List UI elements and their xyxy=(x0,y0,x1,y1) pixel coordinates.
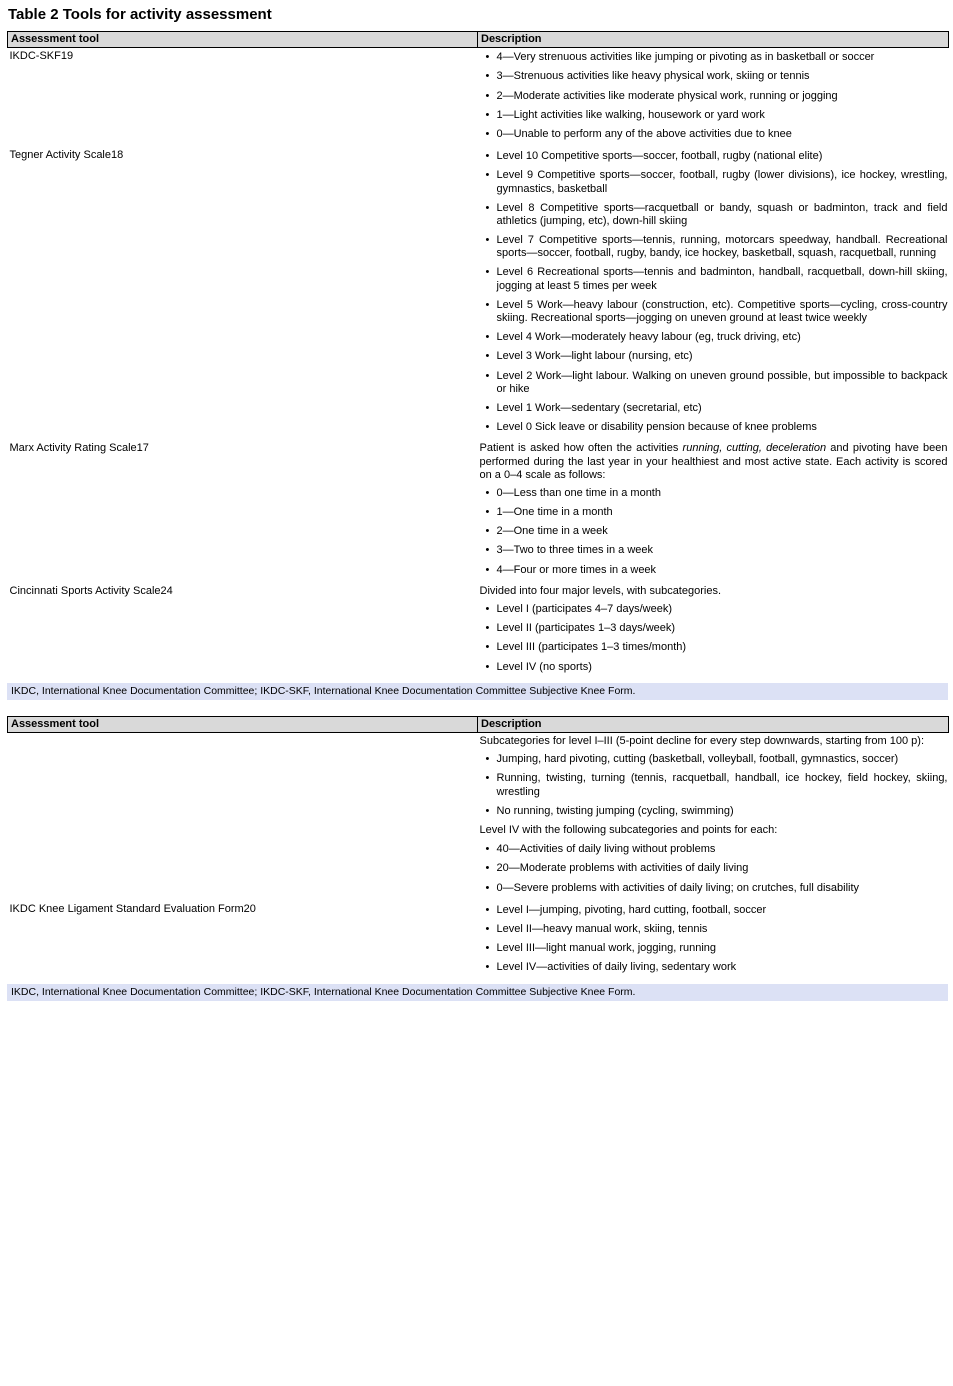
intro-text-italic: running, cutting, deceleration xyxy=(682,442,827,455)
bullet-text: Running, twisting, turning (tennis, racquetball, handball, ice hockey, field hockey, skiing, wrestling xyxy=(496,772,948,798)
list-item xyxy=(486,402,948,415)
bullet-text: Level 3 Work—light labour (nursing, etc) xyxy=(496,350,693,363)
table-footnote: IKDC, International Knee Documentation Committee; IKDC-SKF, International Knee Documentation Committee Subjective Knee Form. xyxy=(7,984,948,1001)
row-intro-text: Divided into four major levels, with subcategories. xyxy=(479,584,722,597)
table-row-ikdc-skf xyxy=(8,48,949,147)
table-row-cincinnati xyxy=(8,583,949,680)
bullet-text: Level 6 Recreational sports—tennis and badminton, handball, racquetball, down-hill skiing, jogging at least 5 times per week xyxy=(496,266,948,292)
bullet-icon: • xyxy=(485,150,490,163)
list-item xyxy=(486,923,948,936)
table-header-row xyxy=(8,32,949,48)
row-intro-text xyxy=(480,442,948,482)
bullet-text: 40—Activities of daily living without problems xyxy=(496,843,716,856)
bullet-text: Level 8 Competitive sports—racquetball or bandy, squash or badminton, track and field athletics (jumping, etc), down-hill skiing xyxy=(496,201,948,227)
list-item xyxy=(486,350,948,363)
bullet-icon: • xyxy=(485,350,490,363)
column-header-description: Description xyxy=(478,716,949,732)
bullet-text: Level 0 Sick leave or disability pension because of knee problems xyxy=(496,421,817,434)
list-item xyxy=(486,266,948,292)
bullet-text: Level 1 Work—sedentary (secretarial, etc) xyxy=(496,401,702,414)
bullet-text: Level 10 Competitive sports—soccer, football, rugby (national elite) xyxy=(496,150,823,163)
bullet-text: Level 2 Work—light labour. Walking on uneven ground possible, but impossible to backpack or hike xyxy=(496,369,948,395)
bullet-text: No running, twisting jumping (cycling, swimming) xyxy=(496,804,734,817)
list-item xyxy=(486,843,948,856)
table-row-ikdc-form xyxy=(8,901,949,981)
bullet-text: Level I (participates 4–7 days/week) xyxy=(496,603,672,615)
bullet-text: Level 4 Work—moderately heavy labour (eg, truck driving, etc) xyxy=(496,331,801,344)
table-title: Table 2 Tools for activity assessment xyxy=(8,6,272,23)
bullet-text: Level I—jumping, pivoting, hard cutting, football, soccer xyxy=(496,903,767,916)
list-item xyxy=(486,234,948,260)
bullet-icon: • xyxy=(485,843,490,856)
bullet-text: Level 9 Competitive sports—soccer, football, rugby (lower divisions), ice hockey, wrestling, gymnastics, basketball xyxy=(496,169,948,195)
assessment-table-part1 xyxy=(7,31,949,680)
bullet-icon: • xyxy=(485,369,490,382)
list-item xyxy=(486,128,948,141)
bullet-text: 2—Moderate activities like moderate physical work, running or jogging xyxy=(496,89,838,102)
list-item xyxy=(486,109,948,122)
bullet-icon: • xyxy=(485,804,490,817)
table-footnote: IKDC, International Knee Documentation Committee; IKDC-SKF, International Knee Documentation Committee Subjective Knee Form. xyxy=(7,683,948,700)
tool-name: IKDC Knee Ligament Standard Evaluation Form20 xyxy=(9,902,256,915)
bullet-text: 4—Four or more times in a week xyxy=(496,563,657,576)
list-item xyxy=(486,544,948,557)
list-item xyxy=(486,641,948,654)
bullet-icon: • xyxy=(485,660,490,673)
bullet-text: 0—Less than one time in a month xyxy=(496,486,661,499)
bullet-icon: • xyxy=(485,169,490,182)
bullet-icon: • xyxy=(485,331,490,344)
list-item xyxy=(486,564,948,577)
bullet-icon: • xyxy=(485,922,490,935)
bullet-icon: • xyxy=(485,753,490,766)
row-subheading-text: Level IV with the following subcategories and points for each: xyxy=(479,824,778,836)
bullet-icon: • xyxy=(485,486,490,499)
bullet-text: 2—One time in a week xyxy=(496,525,608,538)
bullet-icon: • xyxy=(485,603,490,615)
bullet-text: 4—Very strenuous activities like jumping or pivoting as in basketball or soccer xyxy=(496,51,875,64)
table-row-cincinnati-subcategories xyxy=(8,733,949,901)
list-item xyxy=(486,370,948,396)
list-item xyxy=(486,805,948,818)
list-item xyxy=(486,882,948,895)
intro-text: and pivoting have been performed during the last year in your healthiest and most active state. Each activity is scored on a 0–4 scale as follows: xyxy=(479,442,948,481)
bullet-icon: • xyxy=(485,266,490,279)
bullet-icon: • xyxy=(485,201,490,214)
bullet-icon: • xyxy=(485,89,490,102)
list-item xyxy=(486,772,948,798)
description-cell xyxy=(478,147,949,440)
list-item xyxy=(486,622,948,635)
list-item xyxy=(486,961,948,974)
bullet-text: Level 5 Work—heavy labour (construction, etc). Competitive sports—cycling, cross-country skiing. Recreational sports—jogging on uneven ground at least twice weekly xyxy=(496,298,948,324)
bullet-text: Level II (participates 1–3 days/week) xyxy=(496,622,676,635)
column-header-assessment-tool: Assessment tool xyxy=(8,716,478,732)
list-item xyxy=(486,202,948,228)
list-item xyxy=(486,90,948,103)
bullet-text: 1—One time in a month xyxy=(496,506,613,519)
bullet-icon: • xyxy=(485,563,490,576)
list-item xyxy=(486,169,948,195)
bullet-text: Level IV (no sports) xyxy=(496,660,592,673)
bullet-text: 3—Two to three times in a week xyxy=(496,544,654,557)
description-cell xyxy=(478,733,949,901)
description-cell xyxy=(478,583,949,680)
bullet-text: 0—Severe problems with activities of daily living; on crutches, full disability xyxy=(496,881,860,894)
bullet-icon: • xyxy=(485,70,490,83)
list-item xyxy=(486,150,948,163)
section-gap xyxy=(7,700,947,716)
bullet-text: 3—Strenuous activities like heavy physical work, skiing or tennis xyxy=(496,70,810,83)
bullet-icon: • xyxy=(485,525,490,538)
bullet-icon: • xyxy=(485,772,490,785)
list-item xyxy=(486,299,948,325)
bullet-icon: • xyxy=(485,862,490,875)
intro-text: Patient is asked how often the activities xyxy=(479,442,683,455)
bullet-icon: • xyxy=(485,421,490,434)
bullet-text: Level II—heavy manual work, skiing, tennis xyxy=(496,922,708,935)
table-row-tegner xyxy=(8,147,949,440)
bullet-icon: • xyxy=(485,298,490,311)
bullet-icon: • xyxy=(485,234,490,247)
bullet-icon: • xyxy=(485,401,490,414)
bullet-text: 20—Moderate problems with activities of daily living xyxy=(496,862,749,875)
bullet-text: 0—Unable to perform any of the above activities due to knee xyxy=(496,127,792,140)
bullet-icon: • xyxy=(485,942,490,955)
tool-name: Cincinnati Sports Activity Scale24 xyxy=(9,584,173,597)
bullet-icon: • xyxy=(485,51,490,64)
bullet-icon: • xyxy=(485,127,490,140)
bullet-icon: • xyxy=(485,903,490,916)
list-item xyxy=(486,661,948,674)
tool-name: IKDC-SKF19 xyxy=(9,50,74,63)
bullet-text: Level IV—activities of daily living, sedentary work xyxy=(496,961,737,974)
table-row-marx xyxy=(8,440,949,583)
column-header-assessment-tool: Assessment tool xyxy=(8,32,478,48)
bullet-text: Jumping, hard pivoting, cutting (basketball, volleyball, football, gymnastics, soccer) xyxy=(496,753,899,766)
column-header-description: Description xyxy=(478,32,949,48)
list-item xyxy=(486,525,948,538)
list-item xyxy=(486,51,948,64)
tool-name: Marx Activity Rating Scale17 xyxy=(9,442,149,455)
bullet-text: Level III (participates 1–3 times/month) xyxy=(496,641,687,654)
bullet-icon: • xyxy=(485,622,490,635)
bullet-icon: • xyxy=(485,544,490,557)
bullet-text: Level 7 Competitive sports—tennis, running, motorcars speedway, handball. Recreational sports—soccer, football, rugby, bandy, ice hockey, basketball, squash, racquetball, running xyxy=(496,234,948,260)
list-item xyxy=(486,70,948,83)
list-item xyxy=(486,862,948,875)
list-item xyxy=(486,942,948,955)
bullet-icon: • xyxy=(485,961,490,974)
tool-name xyxy=(8,733,478,901)
tool-name: Tegner Activity Scale18 xyxy=(9,149,124,162)
list-item xyxy=(486,603,948,616)
bullet-icon: • xyxy=(485,641,490,654)
list-item xyxy=(486,421,948,434)
assessment-table-part2 xyxy=(7,716,949,981)
list-item xyxy=(486,904,948,917)
list-item xyxy=(486,331,948,344)
description-cell xyxy=(478,48,949,147)
bullet-icon: • xyxy=(485,506,490,519)
bullet-text: 1—Light activities like walking, housework or yard work xyxy=(496,108,765,121)
description-cell xyxy=(478,440,949,583)
list-item xyxy=(486,487,948,500)
description-cell xyxy=(478,901,949,981)
bullet-text: Level III—light manual work, jogging, running xyxy=(496,942,717,955)
table-header-row xyxy=(8,716,949,732)
bullet-icon: • xyxy=(485,108,490,121)
row-intro-text: Subcategories for level I–III (5-point decline for every step downwards, starting from 100 p): xyxy=(479,735,924,748)
bullet-icon: • xyxy=(485,881,490,894)
list-item xyxy=(486,753,948,766)
list-item xyxy=(486,506,948,519)
